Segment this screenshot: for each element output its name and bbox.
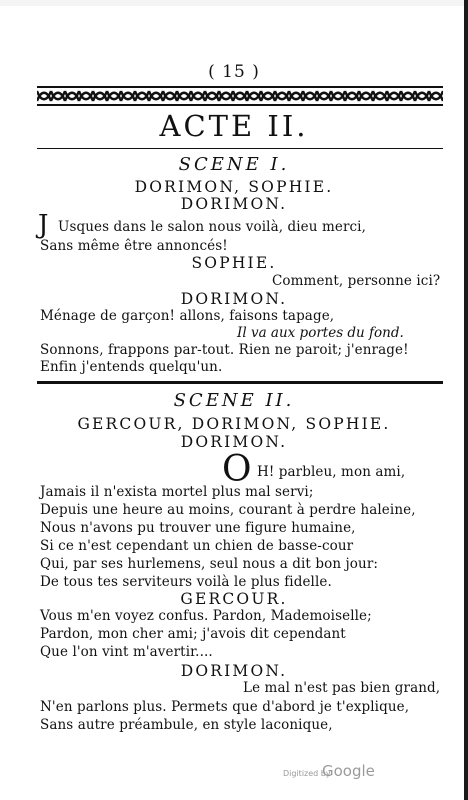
page-edge xyxy=(0,0,468,6)
speaker-name: DORIMON. xyxy=(180,290,288,308)
speaker-name: DORIMON. xyxy=(180,195,288,213)
scene-title: SCENE II. xyxy=(173,390,295,411)
speaker-name: DORIMON. xyxy=(180,662,288,680)
speaker-name: DORIMON. xyxy=(180,433,288,451)
scene-title: SCENE I. xyxy=(178,154,290,175)
ornament-rule-bottom xyxy=(37,104,443,106)
drop-cap: O xyxy=(222,449,252,490)
verse-line: Que l'on vint m'avertir.... xyxy=(40,644,213,660)
verse-line: Ménage de garçon! allons, faisons tapage, xyxy=(40,308,335,324)
scene-divider xyxy=(37,381,443,384)
digitized-by-label: Digitized by xyxy=(283,769,331,778)
verse-line: Sans autre préambule, en style laconique, xyxy=(40,717,333,733)
scene-characters: DORIMON, SOPHIE. xyxy=(134,178,334,196)
verse-line: Enfin j'entends quelqu'un. xyxy=(40,359,223,375)
verse-line: Qui, par ses hurlemens, seul nous a dit bon jour: xyxy=(40,556,379,572)
verse-line: N'en parlons plus. Permets que d'abord je t'explique, xyxy=(40,699,410,715)
verse-line: Le mal n'est pas bien grand, xyxy=(243,680,441,696)
verse-line: Jamais il n'exista mortel plus mal servi; xyxy=(40,484,314,500)
verse-line: De tous tes serviteurs voilà le plus fidelle. xyxy=(40,574,332,590)
stage-direction: Il va aux portes du fond. xyxy=(237,325,404,341)
speaker-name: GERCOUR. xyxy=(180,590,288,608)
drop-cap: J xyxy=(38,210,49,240)
verse-line: Si ce n'est cependant un chien de basse-cour xyxy=(40,538,354,554)
google-watermark: Google xyxy=(322,762,375,780)
ornamental-band xyxy=(37,88,443,104)
verse-line: Sonnons, frappons par-tout. Rien ne paroit; j'enrage! xyxy=(40,342,409,358)
page-number: ( 15 ) xyxy=(208,62,260,82)
verse-line: Depuis une heure au moins, courant à perdre haleine, xyxy=(40,502,416,518)
speaker-name: SOPHIE. xyxy=(191,254,277,272)
verse-line: Nous n'avons pu trouver une figure humaine, xyxy=(40,520,356,536)
act-title: ACTE II. xyxy=(159,109,309,143)
verse-line: H! parbleu, mon ami, xyxy=(257,464,406,480)
act-divider xyxy=(37,148,443,149)
verse-line: Usques dans le salon nous voilà, dieu merci, xyxy=(58,219,366,235)
verse-line: Sans même être annoncés! xyxy=(40,238,228,254)
verse-line: Comment, personne ici? xyxy=(272,273,441,289)
verse-line: Pardon, mon cher ami; j'avois dit cependant xyxy=(40,626,346,642)
verse-line: Vous m'en voyez confus. Pardon, Mademoiselle; xyxy=(40,608,372,624)
scene-characters: GERCOUR, DORIMON, SOPHIE. xyxy=(77,415,391,433)
